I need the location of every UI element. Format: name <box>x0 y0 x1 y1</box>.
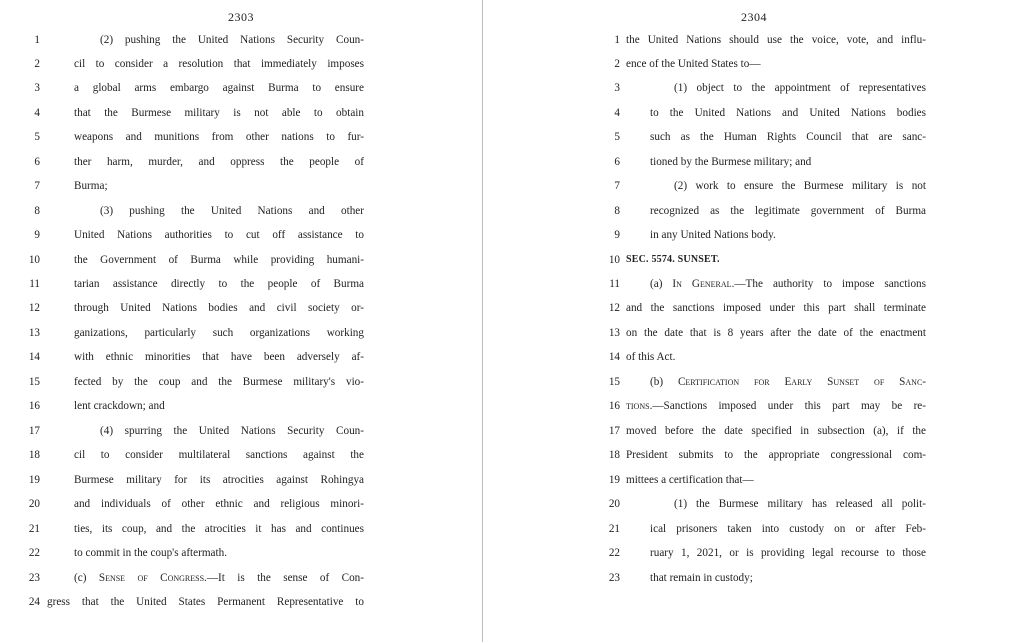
line-number: 4 <box>34 107 40 119</box>
text-line <box>484 373 1024 391</box>
text-line <box>0 324 482 342</box>
text-line <box>0 153 482 171</box>
subsection-prefix: (a) <box>650 278 673 290</box>
line-number: 22 <box>28 547 40 559</box>
line-number: 2 <box>34 58 40 70</box>
line-text: (4) spurring the United Nations Security Coun- <box>100 425 364 437</box>
line-text: the Government of Burma while providing humani- <box>74 254 364 266</box>
line-number: 21 <box>608 523 620 535</box>
line-text: in any United Nations body. <box>650 229 776 241</box>
line-number: 1 <box>34 34 40 46</box>
text-line <box>0 275 482 293</box>
line-number: 8 <box>34 205 40 217</box>
line-text: that the Burmese military is not able to obtain <box>74 107 364 119</box>
line-text: ical prisoners taken into custody on or after Feb- <box>650 523 926 535</box>
text-line <box>484 299 1024 317</box>
line-text: cil to consider multilateral sanctions against the <box>74 449 364 461</box>
line-number: 16 <box>608 400 620 412</box>
line-number: 5 <box>614 131 620 143</box>
line-number: 7 <box>34 180 40 192</box>
line-number: 13 <box>608 327 620 339</box>
line-text: weapons and munitions from other nations to fur- <box>74 131 364 143</box>
line-text <box>650 373 926 391</box>
text-line <box>484 495 1024 513</box>
line-number: 8 <box>614 205 620 217</box>
line-number: 1 <box>614 34 620 46</box>
text-line <box>0 251 482 269</box>
subsection-prefix: (c) <box>74 572 99 584</box>
text-line <box>0 446 482 464</box>
line-text: Burmese military for its atrocities against Rohingya <box>74 474 364 486</box>
text-line <box>0 104 482 122</box>
line-number: 4 <box>614 107 620 119</box>
line-text: to commit in the coup's aftermath. <box>74 547 228 559</box>
line-text: and individuals of other ethnic and religious minori- <box>74 498 364 510</box>
line-text: with ethnic minorities that have been adversely af- <box>74 351 364 363</box>
line-text: tioned by the Burmese military; and <box>650 156 812 168</box>
line-text: the United Nations should use the voice, vote, and influ- <box>626 34 926 46</box>
line-number: 23 <box>28 572 40 584</box>
line-text: ther harm, murder, and oppress the people of <box>74 156 364 168</box>
text-line <box>484 153 1024 171</box>
text-line <box>484 202 1024 220</box>
line-text <box>650 275 926 293</box>
line-number: 5 <box>34 131 40 143</box>
text-line <box>0 520 482 538</box>
text-line <box>0 593 482 611</box>
line-text: (3) pushing the United Nations and other <box>100 205 364 217</box>
line-text: (2) pushing the United Nations Security Coun- <box>100 34 364 46</box>
line-number: 24 <box>28 596 40 608</box>
line-text: on the date that is 8 years after the date of the enactment <box>626 327 926 339</box>
text-line <box>484 31 1024 49</box>
line-number: 15 <box>608 376 620 388</box>
line-number: 11 <box>609 278 620 290</box>
line-number: 20 <box>608 498 620 510</box>
section-heading: SEC. 5574. SUNSET. <box>626 254 720 265</box>
subsection-prefix: (b) <box>650 376 678 388</box>
line-number: 14 <box>28 351 40 363</box>
text-line <box>0 128 482 146</box>
line-number: 6 <box>614 156 620 168</box>
subsection-text: .—The authority to impose sanctions <box>731 278 926 290</box>
line-number: 17 <box>28 425 40 437</box>
line-text: ganizations, particularly such organizations working <box>74 327 364 339</box>
text-line <box>0 202 482 220</box>
text-line <box>484 422 1024 440</box>
line-number: 15 <box>28 376 40 388</box>
text-line <box>484 104 1024 122</box>
line-number: 19 <box>608 474 620 486</box>
line-text: mittees a certification that— <box>626 474 754 486</box>
subsection-text: .—Sanctions imposed under this part may be re- <box>649 400 926 412</box>
text-line <box>484 348 1024 366</box>
text-line <box>0 397 482 415</box>
line-text: fected by the coup and the Burmese military's vio- <box>74 376 364 388</box>
line-text: recognized as the legitimate government of Burma <box>650 205 926 217</box>
line-number: 13 <box>28 327 40 339</box>
line-text: that remain in custody; <box>650 572 753 584</box>
text-line <box>484 544 1024 562</box>
line-text: ruary 1, 2021, or is providing legal recourse to those <box>650 547 926 559</box>
line-number: 12 <box>28 302 40 314</box>
line-number: 23 <box>608 572 620 584</box>
line-number: 22 <box>608 547 620 559</box>
subsection-heading: tions <box>626 400 650 412</box>
line-number: 14 <box>608 351 620 363</box>
line-number: 7 <box>614 180 620 192</box>
line-text: ties, its coup, and the atrocities it has and continues <box>74 523 364 535</box>
line-number: 17 <box>608 425 620 437</box>
line-number: 16 <box>28 400 40 412</box>
subsection-text: .—It is the sense of Con- <box>204 572 365 584</box>
line-number: 9 <box>614 229 620 241</box>
line-number: 9 <box>34 229 40 241</box>
text-line <box>0 31 482 49</box>
line-number: 10 <box>608 254 620 266</box>
page-number: 2303 <box>228 10 254 24</box>
text-line <box>484 79 1024 97</box>
text-line <box>0 569 482 587</box>
line-text: (1) the Burmese military has released all polit- <box>674 498 926 510</box>
text-line <box>484 251 1024 269</box>
text-line <box>0 226 482 244</box>
text-line <box>484 177 1024 195</box>
line-text: (1) object to the appointment of representatives <box>674 82 926 94</box>
text-line <box>0 299 482 317</box>
text-line <box>0 348 482 366</box>
line-text: moved before the date specified in subsection (a), if the <box>626 425 926 437</box>
page-divider <box>482 0 483 642</box>
text-line <box>0 422 482 440</box>
line-number: 18 <box>608 449 620 461</box>
line-number: 18 <box>28 449 40 461</box>
line-number: 2 <box>614 58 620 70</box>
text-line <box>484 446 1024 464</box>
text-line <box>0 79 482 97</box>
line-text: of this Act. <box>626 351 676 363</box>
subsection-heading: Certification for Early Sunset of Sanc- <box>677 376 927 388</box>
right-page <box>484 0 1024 642</box>
line-text: a global arms embargo against Burma to ensure <box>74 82 364 94</box>
line-number: 3 <box>34 82 40 94</box>
line-text: and the sanctions imposed under this part shall terminate <box>626 302 926 314</box>
line-text: cil to consider a resolution that immediately imposes <box>74 58 364 70</box>
text-line <box>0 373 482 391</box>
line-text: United Nations authorities to cut off assistance to <box>74 229 364 241</box>
line-text: Burma; <box>74 180 108 192</box>
page-number: 2304 <box>741 10 767 24</box>
text-line <box>0 495 482 513</box>
line-number: 12 <box>608 302 620 314</box>
text-line <box>484 471 1024 489</box>
text-line <box>0 177 482 195</box>
text-line <box>0 544 482 562</box>
line-text <box>74 569 364 587</box>
line-number: 11 <box>29 278 40 290</box>
left-page <box>0 0 482 642</box>
line-text: such as the Human Rights Council that are sanc- <box>650 131 926 143</box>
line-text: through United Nations bodies and civil society or- <box>74 302 364 314</box>
text-line <box>484 226 1024 244</box>
line-text: tarian assistance directly to the people of Burma <box>74 278 364 290</box>
text-line <box>0 55 482 73</box>
line-text: ence of the United States to— <box>626 58 761 70</box>
line-text: (2) work to ensure the Burmese military is not <box>674 180 926 192</box>
line-number: 10 <box>28 254 40 266</box>
text-line <box>484 324 1024 342</box>
line-number: 19 <box>28 474 40 486</box>
text-line <box>484 520 1024 538</box>
line-text: gress that the United States Permanent Representative to <box>47 596 364 608</box>
text-line <box>484 569 1024 587</box>
text-line <box>0 471 482 489</box>
line-text <box>626 397 926 415</box>
line-number: 20 <box>28 498 40 510</box>
line-number: 21 <box>28 523 40 535</box>
line-text: to the United Nations and United Nations bodies <box>650 107 926 119</box>
subsection-heading: In General <box>672 278 732 290</box>
line-text: President submits to the appropriate congressional com- <box>626 449 926 461</box>
subsection-heading: Sense of Congress <box>98 572 205 584</box>
text-line <box>484 128 1024 146</box>
line-number: 3 <box>614 82 620 94</box>
text-line <box>484 275 1024 293</box>
line-text: lent crackdown; and <box>74 400 165 412</box>
line-number: 6 <box>34 156 40 168</box>
text-line <box>484 397 1024 415</box>
text-line <box>484 55 1024 73</box>
